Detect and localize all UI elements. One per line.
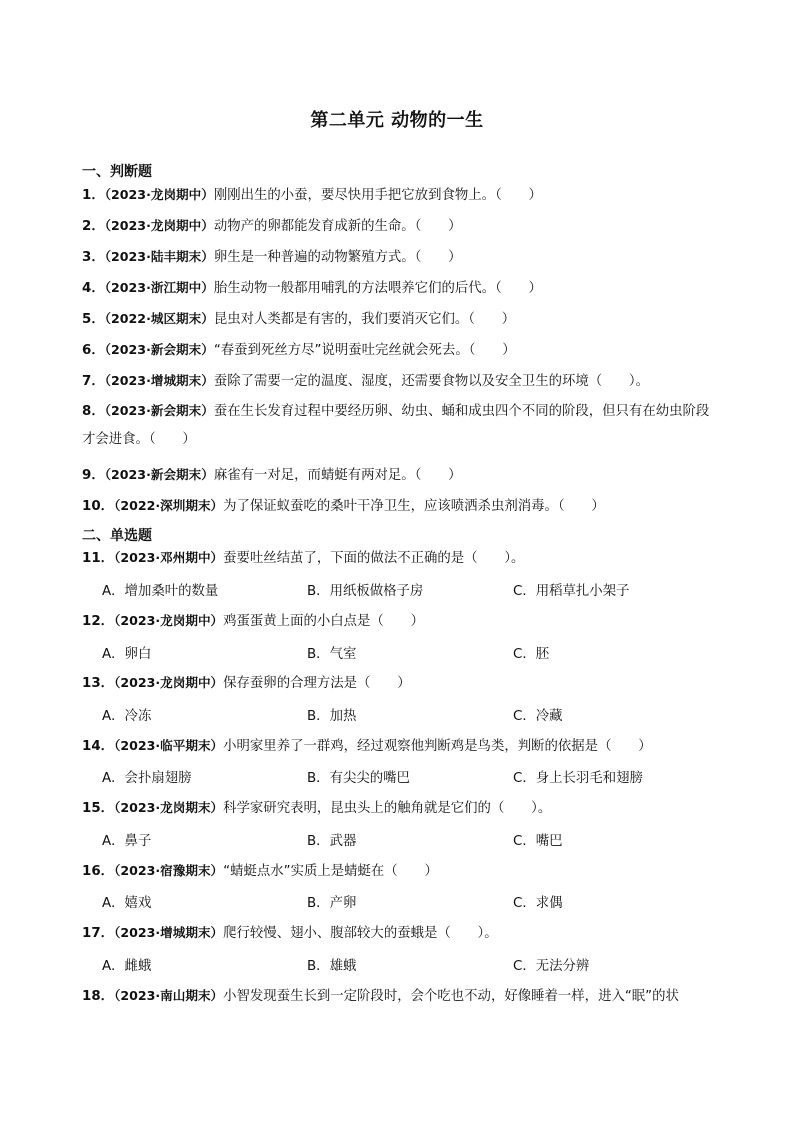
question-source: （2023·宿豫期末） xyxy=(114,863,224,878)
question-text: 蚕要吐丝结茧了，下面的做法不正确的是（ ）。 xyxy=(223,551,525,566)
question-number: 12． xyxy=(82,614,115,629)
question-source: （2023·新会期末） xyxy=(104,342,214,357)
question-13 xyxy=(82,670,722,697)
question-3 xyxy=(82,244,722,271)
question-text: 保存蚕卵的合理方法是（ ） xyxy=(223,676,411,691)
option-c: C．求偶 xyxy=(513,896,563,911)
question-number: 6． xyxy=(82,343,105,358)
question-text: 刚刚出生的小蚕，要尽快用手把它放到食物上。（ ） xyxy=(213,188,542,203)
answer-options xyxy=(102,580,722,602)
option-b: B．用纸板做格子房 xyxy=(307,584,424,599)
option-a: A．嬉戏 xyxy=(102,896,152,911)
question-6 xyxy=(82,337,722,364)
answer-options xyxy=(102,767,722,789)
page-title: 第二单元 动物的一生 xyxy=(310,110,484,131)
question-source: （2023·新会期末） xyxy=(104,467,214,482)
question-number: 17． xyxy=(82,926,115,941)
question-text: 鸡蛋蛋黄上面的小白点是（ ） xyxy=(223,614,424,629)
question-text: 胎生动物一般都用哺乳的方法喂养它们的后代。（ ） xyxy=(213,281,542,296)
answer-options xyxy=(102,830,722,852)
question-source: （2023·龙岗期中） xyxy=(114,613,224,628)
option-b: B．雄蛾 xyxy=(307,959,357,974)
question-source: （2022·城区期末） xyxy=(104,311,214,326)
question-number: 4． xyxy=(82,281,105,296)
section-heading-judgement: 一、判断题 xyxy=(82,164,152,180)
answer-options xyxy=(102,892,722,914)
question-source: （2023·龙岗期中） xyxy=(104,218,214,233)
question-number: 14． xyxy=(82,739,115,754)
question-16 xyxy=(82,858,722,885)
option-a: A．冷冻 xyxy=(102,709,152,724)
question-number: 10． xyxy=(82,499,115,514)
option-c: C．嘴巴 xyxy=(513,834,563,849)
question-number: 8． xyxy=(82,404,105,419)
question-source: （2023·龙岗期末） xyxy=(114,800,224,815)
question-source: （2023·浙江期中） xyxy=(104,280,214,295)
question-11 xyxy=(82,545,722,572)
question-17 xyxy=(82,920,722,947)
question-source: （2023·新会期末） xyxy=(104,403,214,418)
question-5 xyxy=(82,306,722,333)
question-source: （2023·陆丰期末） xyxy=(104,249,214,264)
question-number: 15． xyxy=(82,801,115,816)
answer-options xyxy=(102,955,722,977)
question-number: 11． xyxy=(82,551,115,566)
question-source: （2023·增城期末） xyxy=(104,373,214,388)
question-number: 9． xyxy=(82,468,105,483)
answer-options xyxy=(102,705,722,727)
option-c: C．身上长羽毛和翅膀 xyxy=(513,771,643,786)
question-number: 3． xyxy=(82,250,105,265)
question-source: （2022·深圳期末） xyxy=(114,498,224,513)
option-c: C．胚 xyxy=(513,647,550,662)
question-9 xyxy=(82,462,722,489)
option-a: A．雌蛾 xyxy=(102,959,152,974)
option-c: C．无法分辨 xyxy=(513,959,590,974)
question-source: （2023·临平期末） xyxy=(114,738,224,753)
question-text: “春蚕到死丝方尽”说明蚕吐完丝就会死去。（ ） xyxy=(213,343,516,358)
answer-options xyxy=(102,643,722,665)
option-b: B．气室 xyxy=(307,647,357,662)
question-text: 爬行较慢、翅小、腹部较大的蚕蛾是（ ）。 xyxy=(223,926,498,941)
section-heading-choice: 二、单选题 xyxy=(82,528,152,544)
question-10 xyxy=(82,493,722,520)
question-source: （2023·龙岗期中） xyxy=(104,187,214,202)
question-15 xyxy=(82,795,722,822)
question-text: 麻雀有一对足，而蜻蜓有两对足。（ ） xyxy=(213,468,462,483)
option-a: A．鼻子 xyxy=(102,834,152,849)
question-text: 蚕在生长发育过程中要经历卵、幼虫、蛹和成虫四个不同的阶段，但只有在幼虫阶段才会进食。（ ） xyxy=(82,404,710,447)
question-text: 昆虫对人类都是有害的，我们要消灭它们。（ ） xyxy=(213,312,516,327)
option-b: B．加热 xyxy=(307,709,357,724)
option-b: B．有尖尖的嘴巴 xyxy=(307,771,410,786)
question-text: 为了保证蚁蚕吃的桑叶干净卫生，应该喷洒杀虫剂消毒。（ ） xyxy=(223,499,605,514)
question-8 xyxy=(82,397,722,454)
option-a: A．增加桑叶的数量 xyxy=(102,584,219,599)
question-18 xyxy=(82,983,722,1010)
question-number: 13． xyxy=(82,676,115,691)
question-text: 动物产的卵都能发育成新的生命。（ ） xyxy=(213,219,462,234)
question-text: 卵生是一种普遍的动物繁殖方式。（ ） xyxy=(213,250,462,265)
question-source: （2023·增城期末） xyxy=(114,925,224,940)
option-b: B．产卵 xyxy=(307,896,357,911)
question-number: 2． xyxy=(82,219,105,234)
option-c: C．用稻草扎小架子 xyxy=(513,584,630,599)
question-source: （2023·龙岗期中） xyxy=(114,675,224,690)
option-a: A．卵白 xyxy=(102,647,152,662)
question-text: 小智发现蚕生长到一定阶段时，会个吃也不动，好像睡着一样，进入“眠”的状 xyxy=(223,989,679,1004)
question-number: 7． xyxy=(82,374,105,389)
question-number: 5． xyxy=(82,312,105,327)
option-a: A．会扑扇翅膀 xyxy=(102,771,192,786)
question-2 xyxy=(82,213,722,240)
question-14 xyxy=(82,733,722,760)
question-text: 科学家研究表明，昆虫头上的触角就是它们的（ ）。 xyxy=(223,801,552,816)
option-b: B．武器 xyxy=(307,834,357,849)
question-4 xyxy=(82,275,722,302)
question-text: “蜻蜓点水”实质上是蜻蜓在（ ） xyxy=(223,864,438,879)
question-12 xyxy=(82,608,722,635)
question-number: 16． xyxy=(82,864,115,879)
question-text: 蚕除了需要一定的温度、湿度，还需要食物以及安全卫生的环境（ ）。 xyxy=(213,374,650,389)
option-c: C．冷藏 xyxy=(513,709,563,724)
question-number: 18． xyxy=(82,989,115,1004)
question-7 xyxy=(82,368,722,395)
question-number: 1． xyxy=(82,188,105,203)
question-source: （2023·南山期末） xyxy=(114,988,224,1003)
question-text: 小明家里养了一群鸡，经过观察他判断鸡是鸟类，判断的依据是（ ） xyxy=(223,739,652,754)
question-source: （2023·邓州期中） xyxy=(114,550,224,565)
question-1 xyxy=(82,182,722,209)
